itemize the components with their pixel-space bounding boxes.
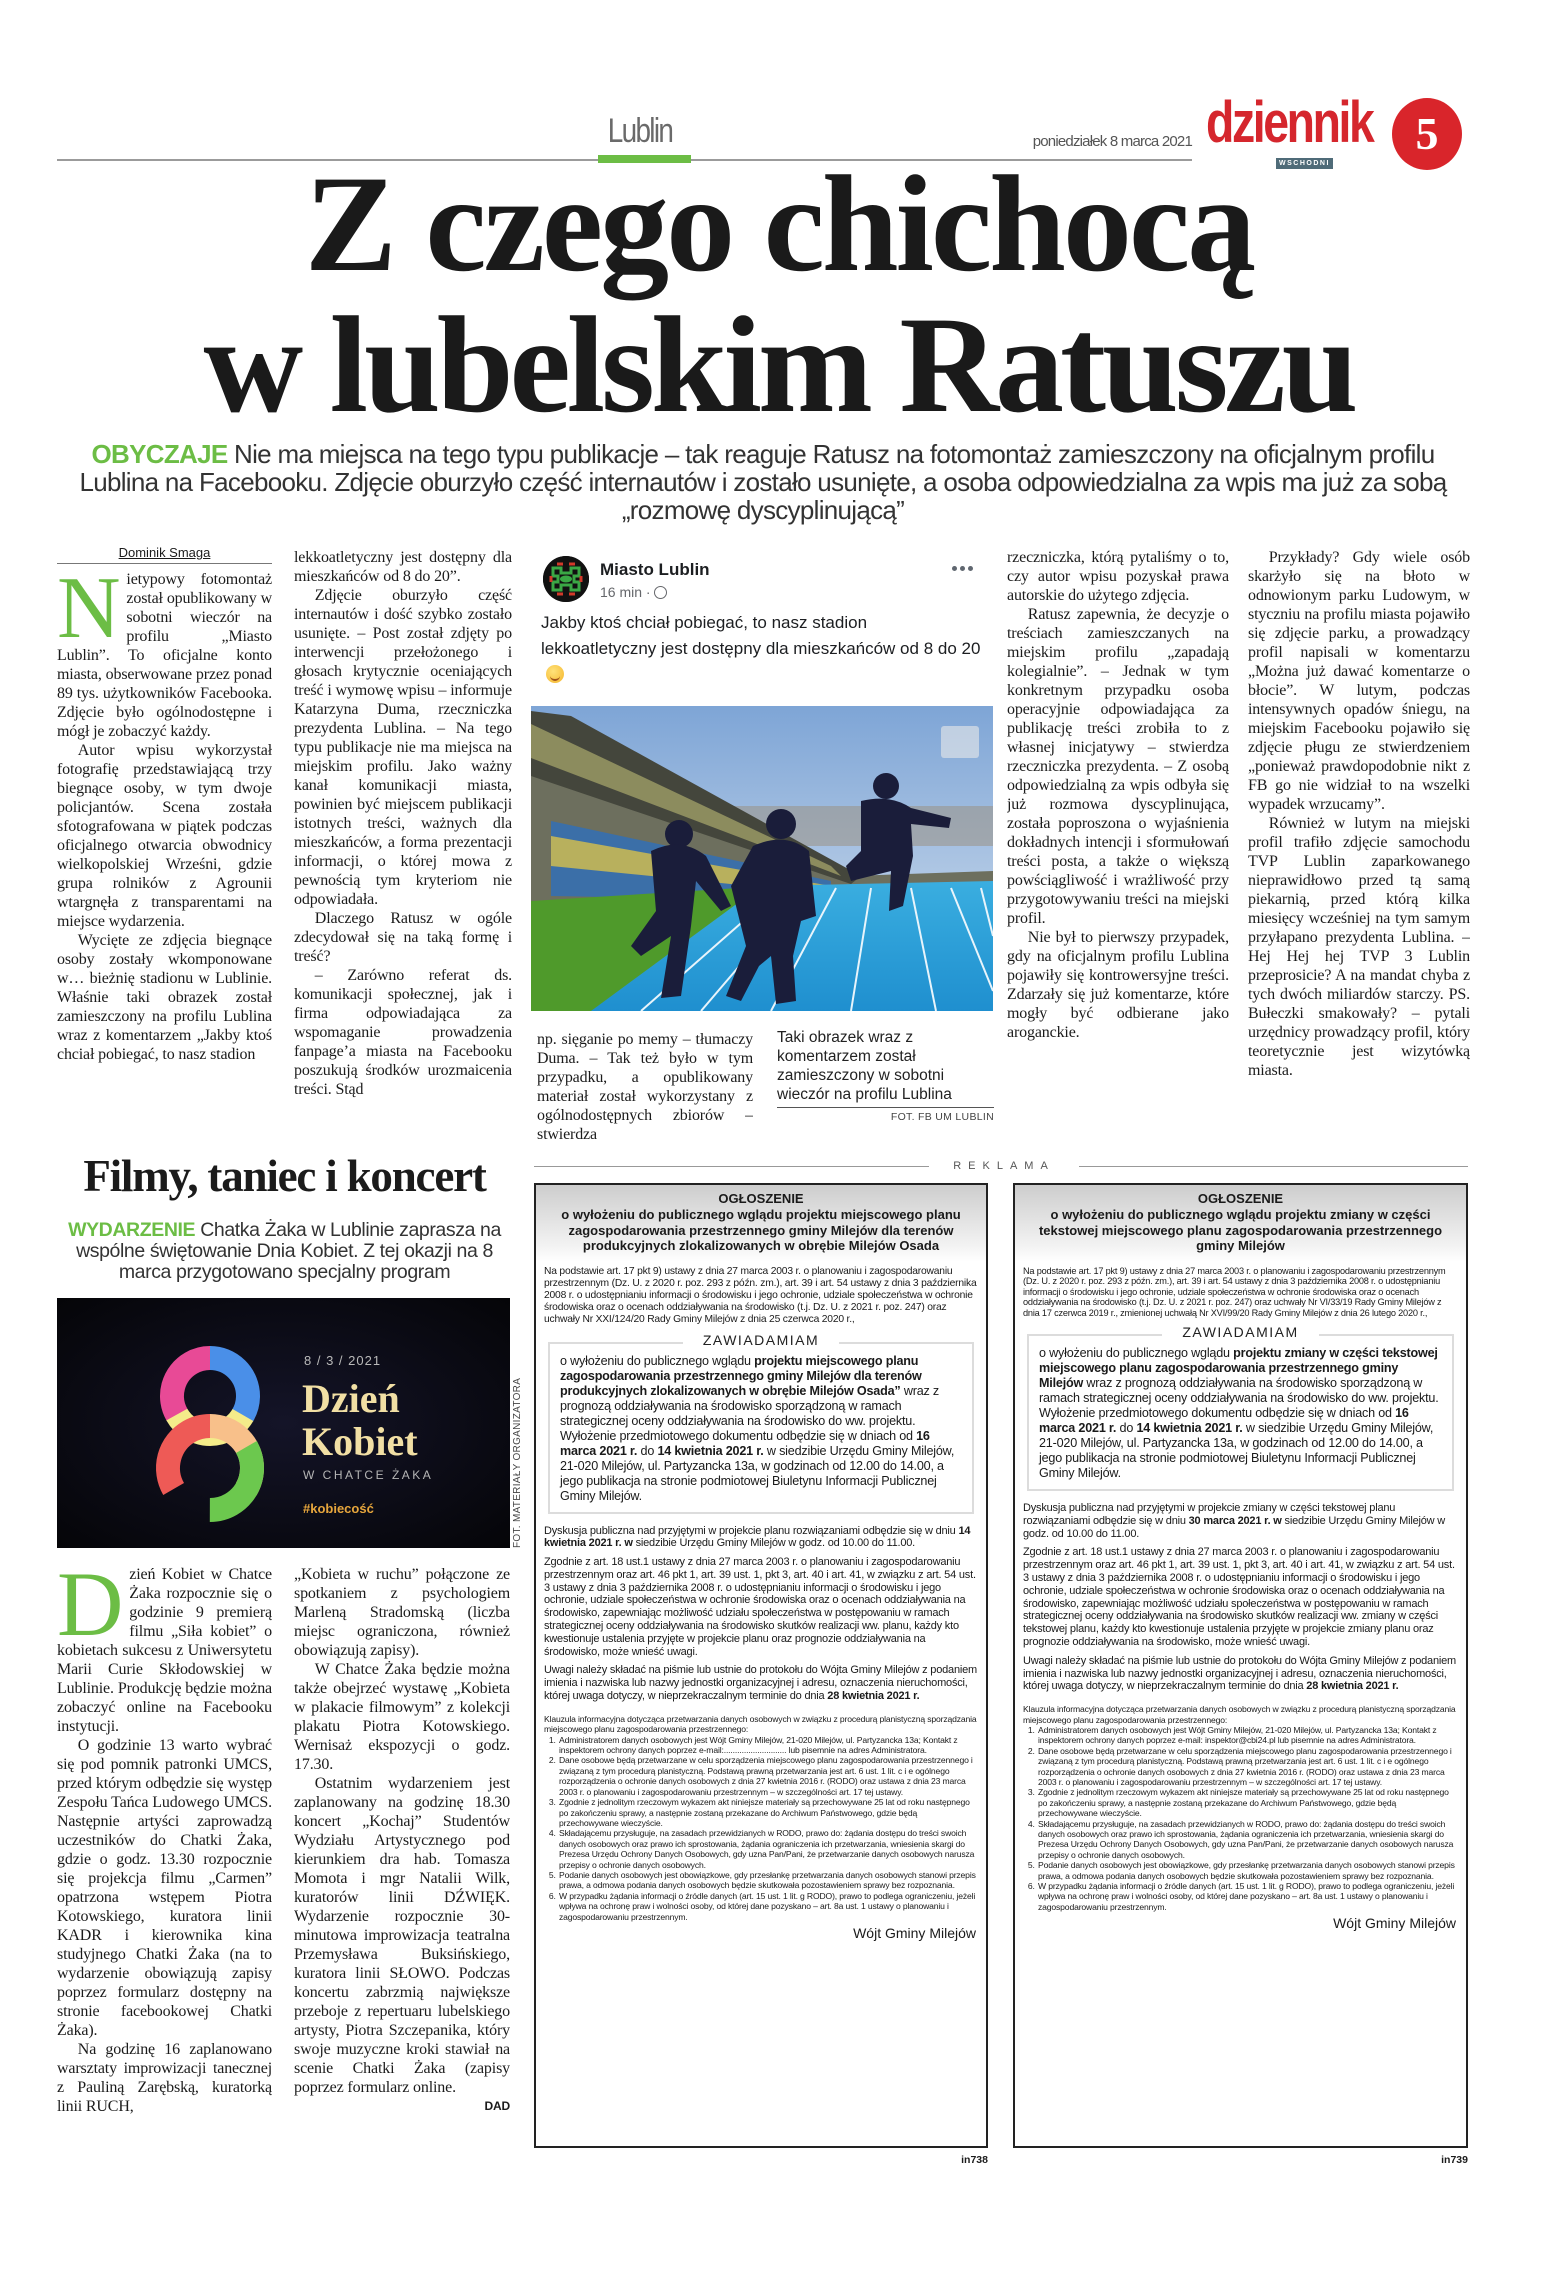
poster-title-line-2: Kobiet <box>302 1419 418 1464</box>
paragraph-text: zień Kobiet w Chatce Żaka rozpocznie się o godzinie 9 premierą filmu „Siła kobiet” o kobietach sukcesu z Uniwersytetu Marii Curie Skłodowskiej w Lublinie. Produkcję będzie można zobaczyć online na Facebooku instytucji. <box>57 1566 272 1735</box>
logo-subtitle: WSCHODNI <box>1276 158 1333 169</box>
paragraph: Nie był to pierwszy przypadek, gdy na oficjalnym profilu Lublina pojawiły się kontrowersyjne treści. Zdarzały się już komentarze, które mogły być odbierane jako aroganckie. <box>1007 929 1229 1041</box>
clause-item: 6. W przypadku żądania informacji o źródle danych (art. 15 ust. 1 lit. g RODO), prawo to podlega ograniczeniu, jeżeli wpływa na ochronę praw i wolności osoby, od której dane pozyskano – art. 8a ust. 1 ustawy o planowaniu i zagospodarowaniu przestrzennym. <box>558 1891 978 1922</box>
article-lead <box>57 440 1469 524</box>
clause-item: 4. Składającemu przysługuje, na zasadach przewidzianych w RODO, prawo do: żądania dostępu do treści swoich danych osobowych oraz prawo ich sprostowania, żądania ograniczenia ich przetwarzania, wniesienia skargi do Prezesa Urzędu Ochrony Danych Osobowych, gdy uzna Pan/Pani, że przetwarzanie danych osobowych narusza przepisy o ochronie danych osobowych. <box>1037 1819 1458 1861</box>
event-lead <box>57 1220 512 1283</box>
clause-item: 3. Zgodnie z jednolitym rzeczowym wykazem akt niniejsze materiały są przechowywane 25 lat od roku następnego po zakończeniu sprawy, a następnie zostaną przekazane do Archiwum Państwowego, gdzie będą przechowywane wieczyście. <box>558 1797 978 1828</box>
clause-item: 1. Administratorem danych osobowych jest Wójt Gminy Milejów, 21-020 Milejów, ul. Partyzancka 13a; Kontakt z inspektorem ochrony danych poprzez e-mail:............................ lub pisemnie na adres Administratora. <box>558 1735 978 1756</box>
article-column-2 <box>294 548 512 1144</box>
paragraph: np. sięganie po memy – tłumaczy Duma. – Tak też było w tym przypadku, a opublikowany materiał został wykorzystany z ogólnodostępnych zbiorów – stwierdza <box>537 1031 753 1143</box>
image-credit: FOT. MATERIAŁY ORGANIZATORA <box>512 1377 523 1548</box>
paragraph: Również w lutym na miejski profil trafiło zdjęcie samochodu TVP Lublin zaparkowanego nieprawidłowo przed tą samą piekarnią, przed którą kilka miesięcy wcześniej na tym samym przyłapano prezydenta Lublina. – Hej Hej hej TVP 3 Lublin przeprosicie? A na mandat chyba z tych dwóch miliardów starczy. PS. Bułeczki smakowały? – pytali urzędnicy prowadzący profil, który teoretycznie jest wizytówką miasta. <box>1248 815 1470 1079</box>
clause-item: 2. Dane osobowe będą przetwarzane w celu sporządzenia miejscowego planu zagospodarowania przestrzennego i związaną z tym procedurą planistyczną. Podstawą prawną przetwarzania jest art. 6 ust. 1 lit. c i e ogólnego rozporządzenia o ochronie danych osobowych z dnia 27 kwietnia 2016 r. (RODO) oraz ustawa z dnia 23 marca 2003 r. o planowaniu i zagospodarowaniu przestrzennym – w szczególności art. 17 tej ustawy. <box>1037 1746 1458 1788</box>
paragraph: Zdjęcie oburzyło część internautów i dość szybko zostało usunięte. – Post został zdjęty po interwencji przełożonego i głosach krytycznie oceniających treść i wymowę wpisu – informuje Katarzyna Duma, rzeczniczka prezydenta Lublina. – Na tego typu publikacje nie ma miejsca na miejskim profilu. Jako ważny kanał komunikacji miasta, powinien być miejscem publikacji istotnych treści, ważnych dla mieszkańców, a forma prezentacji informacji, o której mowa z pewnością tym kryteriom nie odpowiadała. <box>294 587 512 908</box>
divider-line <box>1079 1166 1468 1167</box>
ad-heading: o wyłożeniu do publicznego wglądu projektu zmiany w części tekstowej miejscowego planu zagospodarowania przestrzennego gminy Milejów <box>1038 1207 1443 1253</box>
lead-kicker: OBYCZAJE <box>91 439 228 469</box>
photo-credit: FOT. FB UM LUBLIN <box>890 1111 994 1123</box>
text-segment: w siedzibie Urzędu Gminy Milejów, 21-020 Milejów, ul. Partyzancka 13a, w godzinach od 12.00 do 14.00, a jego publikacja na stronie podmiotowej Biuletynu Informacji Publicznej Gminy Milejów. <box>560 1443 955 1503</box>
ad-code: in739 <box>1441 2154 1468 2166</box>
globe-icon <box>654 586 667 599</box>
advertisement-label: REKLAMA <box>953 1160 1055 1172</box>
ad-header <box>536 1185 986 1262</box>
lead-line: Lublina na Facebooku. Zdjęcie oburzyło część internautów i zostało usunięte, a osoba odpowiedzialna za wpis ma już za sobą <box>79 467 1447 497</box>
legal-text: Zgodnie z art. 18 ust.1 ustawy z dnia 27 marca 2003 r. o planowaniu i zagospodarowaniu przestrzennym oraz art. 46 pkt 1, art. 39 ust. 1, pkt 3, art. 40 i art. 41, w związku z art. 54 ust. 3 ustawy z dnia 3 października 2008 r. o udostępnianiu informacji o środowisku i jego ochronie, udziale społeczeństwa w ochronie środowiska oraz o ocenach oddziaływania na środowisko, zapewniając możliwość udziału społeczeństwa w postępowaniu w ramach strategicznej oceny oddziaływania na środowisko skutków realizacji ww. planu, każdy kto kwestionuje ustalenia przyjęte w projekcie planu oraz prognozie oddziaływania na środowisko, może wnieść uwagi. <box>544 1556 976 1658</box>
section-label: Lublin <box>607 112 673 150</box>
clause-intro: Klauzula informacyjna dotycząca przetwarzania danych osobowych w związku z procedurą planistyczną sporządzania miejscowego planu zagospodarowania przestrzennego: <box>1023 1704 1456 1725</box>
bold-text: projektu zmiany w części tekstowej miejscowego planu zagospodarowania przestrzennego gminy Milejów <box>1039 1346 1438 1390</box>
event-column-2 <box>294 1565 510 2175</box>
headline-line-1: Z czego chichocą <box>304 147 1254 300</box>
notice-text <box>560 1354 962 1504</box>
author-name: Dominik Smaga <box>118 545 211 560</box>
ad-heading: o wyłożeniu do publicznego wglądu projektu miejscowego planu zagospodarowania przestrzennego gminy Milejów dla terenów produkcyjnych zlokalizowanych w obrębie Milejów Osada <box>561 1207 961 1253</box>
paragraph: Autor wpisu wykorzystał fotografię przedstawiającą trzy biegnące osoby, w tym dwoje policjantów. Scena została sfotografowana w piątek podczas oficjalnego otwarcia obwodnicy wielkopolskiej Wrześni, gdzie grupa rolników z Agrounii wtargnęła z transparentami na miejsce wydarzenia. <box>57 742 272 930</box>
ad-title: OGŁOSZENIE <box>1197 1191 1284 1206</box>
remarks-text <box>536 1661 986 1705</box>
lublin-crest-icon <box>543 556 589 602</box>
ad-legal-basis: Na podstawie art. 17 pkt 9) ustawy z dnia 27 marca 2003 r. o planowaniu i zagospodarowaniu przestrzennym (Dz. U. z 2020 r. poz. 293 z późn. zm.), art. 39 i art. 54 ustawy z dnia 3 października 2008 r. o udostępnianiu informacji o środowisku i jego ochronie, udziale społeczeństwa w ochronie środowiska oraz o ocenach oddziaływania na środowisko (t.j. Dz. U. z 2021 r. poz. 247) oraz uchwały Nr XXI/124/20 Rady Gminy Milejów z dnia 25 czerwca 2020 r., <box>544 1265 977 1325</box>
ad-signature: Wójt Gminy Milejów <box>1333 1915 1456 1932</box>
advertisement-divider <box>534 1160 1468 1174</box>
lead-line: „rozmowę dyscyplinującą” <box>621 495 905 525</box>
article-column-4 <box>1248 548 1470 1144</box>
article-column-3 <box>1007 548 1229 1144</box>
issue-date: poniedziałek 8 marca 2021 <box>1032 133 1192 150</box>
paragraph: lekkoatletyczny jest dostępny dla mieszkańców od 8 do 20”. <box>294 549 512 585</box>
remarks-text <box>1015 1652 1466 1696</box>
text-segment: Dyskusja publiczna nad przyjętymi w projekcie planu rozwiązaniami odbędzie się w dniu <box>544 1524 959 1537</box>
paragraph: Ratusz zapewnia, że decyzje o treściach zamieszczanych na miejskim profilu „zapadają kolegialnie”. – Jednak w tym konkretnym przypadku osoba operacyjnie odpowiadająca za publikację treści zrobiła to z własnej inicjatywy – stwierdza rzeczniczka prezydenta. – Z osobą odpowiedzialną za wpis odbyła się już rozmowa dyscyplinująca, została poproszona o wyjaśnienia dokładnych intencji i sformułowań treści posta, a także o większą powściągliwość i wrażliwość przy przygotowywaniu treści na miejski profil. <box>1007 606 1229 927</box>
bold-text: 28 kwietnia 2021 r. <box>1306 1680 1399 1693</box>
paragraph: Dlaczego Ratusz w ogóle zdecydował się na taką formę i treść? <box>294 910 512 965</box>
clause-item: 3. Zgodnie z jednolitym rzeczowym wykazem akt niniejsze materiały są przechowywane 25 lat od roku następnego po zakończeniu sprawy, a następnie zostaną przekazane do Archiwum Państwowego, gdzie będą przechowywane wieczyście. <box>1037 1787 1458 1818</box>
bold-text: projektu miejscowego planu zagospodarowania przestrzennego gminy Milejów dla terenów produkcyjnych zlokalizowanych w obrębie Milejów Osada” <box>560 1353 922 1398</box>
poster-hashtag: #kobiecość <box>303 1501 374 1516</box>
paragraph: Przykłady? Gdy wiele osób skarżyło się na błoto w odnowionym parku Ludowym, w styczniu na profilu miasta pojawiło się zdjęcie parku, a prowadzący profil napisali w komentarzu „Można już dawać komentarze o błocie”. W lutym, podczas intensywnych opadów śniegu, na miejskim Facebooku pojawiło się zdjęcie pługu ze stwierdzeniem „ponieważ prawdopodobnie nikt z FB go nie widział to na wszelki wypadek wrzucamy”. <box>1248 549 1470 813</box>
legal-notice-ad <box>534 1183 988 2148</box>
text-segment: siedzibie Urzędu Gminy Milejów w godz. od 10.00 do 11.00. <box>1023 1514 1446 1540</box>
text-segment: w siedzibie Urzędu Gminy Milejów, 21-020 Milejów, ul. Partyzancka 13a, w godzinach od 12.00 do 14.00, a jego publikacja na stronie podmiotowej Biuletynu Informacji Publicznej Gminy Milejów. <box>1039 1421 1434 1480</box>
legal-text: Zgodnie z art. 18 ust.1 ustawy z dnia 27 marca 2003 r. o planowaniu i zagospodarowaniu przestrzennym oraz art. 46 pkt 1, art. 39 ust. 1, pkt 3, art. 40 i art. 41, w związku z art. 54 ust. 3 ustawy z dnia 3 października 2008 r. o udostępnianiu informacji o środowisku i jego ochronie, udziale społeczeństwa w ochronie środowiska oraz o ocenach oddziaływania na środowisko, zapewniając możliwość udziału społeczeństwa w postępowaniu w ramach strategicznej oceny oddziaływania na środowisko skutków realizacji ww. zmiany w części tekstowej planu, każdy kto kwestionuje ustalenia przyjęte w projekcie zmiany planu oraz prognozie oddziaływania na środowisko, może wnieść uwagi. <box>1023 1546 1455 1648</box>
event-column-1 <box>57 1565 272 2175</box>
poster-date: 8 / 3 / 2021 <box>304 1353 382 1368</box>
clause-item: 1. Administratorem danych osobowych jest Wójt Gminy Milejów, 21-020 Milejów, ul. Partyzancka 13a; Kontakt z inspektorem ochrony danych poprzez e-mail: inspektor@cbi24.pl lub pisemnie na adres Administratora. <box>1037 1725 1458 1746</box>
clause-item: 2. Dane osobowe będą przetwarzane w celu sporządzenia miejscowego planu zagospodarowania przestrzennego i związaną z tym procedurą planistyczną. Podstawą prawną przetwarzania jest art. 6 ust. 1 lit. c i e ogólnego rozporządzenia o ochronie danych osobowych z dnia 27 kwietnia 2016 r. (RODO) oraz ustawa z dnia 23 marca 2003 r. o planowaniu i zagospodarowaniu przestrzennym – w szczególności art. 17 tej ustawy. <box>558 1755 978 1797</box>
clause-list <box>1023 1725 1458 1912</box>
post-message: Jakby ktoś chciał pobiegać, to nasz stadion lekkoatletyczny jest dostępny dla mieszkańców od 8 do 20 <box>541 613 981 658</box>
text-segment: wraz z prognozą oddziaływania na środowisko sporządzoną w ramach strategicznej oceny oddziaływania na środowisko do ww. projektu. Wyłożenie przedmiotowego dokumentu odbędzie się w dniach od <box>560 1383 939 1443</box>
post-timestamp <box>600 584 667 600</box>
event-kicker: WYDARZENIE <box>68 1219 196 1241</box>
paragraph: – Zarówno referat ds. komunikacji społecznej, jak i firma odpowiadająca za wspomaganie prowadzenia fanpage’a miasta na Facebooku poszukują środków urozmaicenia treści. Stąd <box>294 967 512 1098</box>
photo-caption-block <box>777 1028 994 1123</box>
bold-text: 14 kwietnia 2021 r. <box>657 1443 764 1458</box>
clause-item: 4. Składającemu przysługuje, na zasadach przewidzianych w RODO, prawo do: żądania dostępu do treści swoich danych osobowych oraz prawo ich sprostowania, żądania ograniczenia ich przetwarzania, wniesienia skargi do Prezesa Urzędu Ochrony Danych Osobowych, gdy uzna Pan/Pani, że przetwarzanie danych osobowych narusza przepisy o ochronie danych osobowych. <box>558 1828 978 1870</box>
paragraph: O godzinie 13 warto wybrać się pod pomnik patronki UMCS, przed którym odbędzie się występ Zespołu Tańca Ludowego UMCS. Następnie artyści zaprowadzą uczestników do Chatki Żaka, gdzie o godz. 13.30 rozpocznie się projekcja filmu „Carmen” opatrzona wstępem Piotra Kotowskiego, kuratora linii KADR i kierownika kina studyjnego Chatki Żaka (na to wydarzenie obowiązują zapisy poprzez formularz dostępny na stronie facebookowej Chatki Żaka). <box>57 1737 272 2039</box>
ad-header <box>1015 1185 1466 1262</box>
photo-caption: Taki obrazek wraz z komentarzem został zamieszczony w sobotni wieczór na profilu Lublina <box>777 1028 994 1108</box>
clause-item: 6. W przypadku żądania informacji o źródle danych (art. 15 ust. 1 lit. g RODO), prawo to podlega ograniczeniu, jeżeli wpływa na ochronę praw i wolności osoby, od której dane pozyskano – art. 8a ust. 1 ustawy o planowaniu i zagospodarowaniu przestrzennym. <box>1037 1881 1458 1912</box>
text-segment: do <box>1116 1421 1137 1435</box>
notice-box <box>1027 1324 1454 1491</box>
page-avatar <box>543 556 589 602</box>
bold-text: 30 marca 2021 r. w <box>1188 1514 1282 1527</box>
bold-text: 28 kwietnia 2021 r. <box>827 1690 920 1703</box>
page-name-link[interactable]: Miasto Lublin <box>600 560 710 579</box>
text-segment: o wyłożeniu do publicznego wglądu <box>1039 1346 1234 1360</box>
author-initials: DAD <box>484 2099 510 2113</box>
event-headline: Filmy, taniec i koncert <box>83 1151 486 1201</box>
paragraph: Ostatnim wydarzeniem jest zaplanowany na godzinę 18.30 koncert „Kochaj” Studentów Wydziału Artystycznego pod kierunkiem dra hab. Tomasza Momota i mgr Natalii Wilk, kuratorów linii DŹWIĘK. Wydarzenie rozpocznie 30-minutowa improwizacja teatralna Przemysława Buksińskiego, kuratora linii SŁOWO. Podczas koncertu zabrzmią największe przeboje z repertuaru lubelskiego artysty, Piotra Szczepanika, który swoje muzyczne kroki stawiał na scenie Chatki Żaka (zapisy poprzez formularz online. <box>294 1775 510 2096</box>
privacy-clause <box>536 1706 986 1922</box>
paragraph: rzeczniczka, którą pytaliśmy o to, czy autor wpisu pozyskał prawa autorskie do użytego zdjęcia. <box>1007 549 1229 604</box>
post-time: 16 min · <box>600 584 651 600</box>
bold-text: 16 marca 2021 r. <box>1039 1406 1409 1435</box>
legal-notice-ad <box>1013 1183 1468 2148</box>
text-segment: o wyłożeniu do publicznego wglądu <box>560 1353 755 1368</box>
paragraph-text: ietypowy fotomontaż został opublikowany w sobotni wieczór na profilu „Miasto Lublin”. To oficjalne konto miasta, obserwowane przez ponad 89 tys. użytkowników Facebooka. Zdjęcie było ogólnodostępne i mógł je zobaczyć każdy. <box>57 571 272 740</box>
bold-text: 16 marca 2021 r. <box>560 1428 930 1458</box>
discussion-text <box>536 1522 986 1554</box>
bold-text: 14 kwietnia 2021 r. w <box>544 1524 971 1550</box>
womens-day-poster <box>57 1298 510 1548</box>
logo-wordmark: dziennik <box>1206 90 1373 155</box>
privacy-clause <box>1015 1696 1466 1912</box>
paragraph <box>57 570 272 741</box>
text-segment: Dyskusja publiczna nad przyjętymi w projekcie zmiany w części tekstowej planu rozwiązaniami odbędzie się w dniu <box>1023 1502 1396 1527</box>
wink-emoji-icon <box>546 665 564 683</box>
paragraph: W Chatce Żaka będzie można także obejrzeć wystawę „Kobieta w plakacie filmowym” z kolekcji plakatu Piotra Kotowskiego. Wernisaż ekspozycji o godz. 17.30. <box>294 1661 510 1773</box>
poster-title-line-1: Dzień <box>302 1376 400 1421</box>
bold-text: 14 kwietnia 2021 r. <box>1136 1421 1243 1435</box>
notice-title: ZAWIADAMIAM <box>1162 1324 1318 1340</box>
text-segment: Uwagi należy składać na piśmie lub ustnie do protokołu do Wójta Gminy Milejów z podaniem imienia i nazwiska lub nazwy jednostki organizacyjnej i adresu, oznaczenia nieruchomości, której uwaga dotyczy, w nieprzekraczalnym terminie do dnia <box>544 1664 978 1703</box>
article-column-under-photo <box>537 1030 753 1144</box>
paragraph: Wycięte ze zdjęcia biegnące osoby zostały wkomponowane w… bieżnię stadionu w Lublinie. Właśnie taki obrazek został zamieszczony na profilu Lublina wraz z komentarzem „Jakby ktoś chciał pobiegać, to nasz stadion <box>57 932 272 1063</box>
clause-intro: Klauzula informacyjna dotycząca przetwarzania danych osobowych w związku z procedurą planistyczną sporządzania miejscowego planu zagospodarowania przestrzennego: <box>544 1713 977 1735</box>
notice-text <box>1039 1346 1442 1481</box>
text-segment: wraz z prognozą oddziaływania na środowisko sporządzoną w ramach strategicznej oceny oddziaływania na środowisko do ww. projektu. Wyłożenie przedmiotowego dokumentu odbędzie się w dniach od <box>1039 1376 1439 1420</box>
poster-subtitle: W CHATCE ŻAKA <box>303 1468 434 1482</box>
clause-item: 5. Podanie danych osobowych jest obowiązkowe, gdy przesłankę przetwarzania danych osobowych stanowi przepis prawa, a odmowa podania danych osobowych będzie skutkowała pozostawieniem sprawy bez rozpoznania. <box>1037 1860 1458 1881</box>
lead-line <box>57 440 1469 468</box>
notice-box <box>548 1331 974 1514</box>
text-segment: siedzibie Urzędu Gminy Milejów w godz. od 10.00 do 11.00. <box>632 1537 916 1550</box>
drop-cap: D <box>57 1565 124 1655</box>
byline <box>57 545 272 564</box>
headline-line-2: w lubelskim Ratuszu <box>203 288 1355 441</box>
divider-line <box>534 1166 929 1167</box>
paragraph: Na godzinę 16 zaplanowano warsztaty improwizacji tanecznej z Pauliną Zarębską, kuratorką linii RUCH, <box>57 2041 272 2115</box>
paragraph: „Kobieta w ruchu” połączone ze spotkaniem z psychologiem Marleną Stradomską (liczba miejsc ograniczona, również obowiązują zapisy). <box>294 1566 510 1659</box>
stadium-photo <box>531 706 993 1011</box>
event-lead-text: Chatka Żaka w Lublinie zaprasza na wspólne świętowanie Dnia Kobiet. Z tej okazji na 8 marca przygotowano specjalny program <box>76 1219 501 1283</box>
drop-cap: N <box>57 570 121 657</box>
ad-legal-basis: Na podstawie art. 17 pkt 9) ustawy z dnia 27 marca 2003 r. o planowaniu i zagospodarowaniu przestrzennym (Dz. U. z 2020 r. poz. 293 z późn. zm.), art. 39 i art. 54 ustawy z dnia 3 października 2008 r. o udostępnianiu informacji o środowisku i jego ochronie, udziale społeczeństwa w ochronie środowiska oraz o ocenach oddziaływania na środowisko (t.j. Dz. U. z 2021 r. poz. 247) oraz uchwały Nr VI/33/19 Rady Gminy Milejów z dnia 17 czerwca 2019 r., zmienionej uchwałą Nr XVI/99/20 Rady Gminy Milejów z dnia 26 lutego 2020 r., <box>1023 1265 1446 1318</box>
text-segment: Uwagi należy składać na piśmie lub ustnie do protokołu do Wójta Gminy Milejów z podaniem imienia i nazwiska lub nazwy jednostki organizacyjnej i adresu, oznaczenia nieruchomości, której uwaga dotyczy, w nieprzekraczalnym terminie do dnia <box>1023 1654 1457 1693</box>
post-text <box>541 610 981 688</box>
paragraph <box>57 1565 272 1736</box>
page-number-badge: 5 <box>1392 98 1462 170</box>
more-options-icon[interactable] <box>952 558 982 566</box>
ad-signature: Wójt Gminy Milejów <box>853 1924 976 1941</box>
lead-text: Nie ma miejsca na tego typu publikacje – tak reaguje Ratusz na fotomontaż zamieszczony na oficjalnym profilu <box>234 439 1435 469</box>
ad-code: in738 <box>961 2154 988 2166</box>
ad-title: OGŁOSZENIE <box>718 1191 804 1206</box>
clause-list <box>544 1735 978 1922</box>
text-segment: do <box>637 1443 658 1458</box>
clause-item: 5. Podanie danych osobowych jest obowiązkowe, gdy przesłankę przetwarzania danych osobowych stanowi przepis prawa, a odmowa podania danych osobowych będzie skutkowała pozostawieniem sprawy bez rozpoznania. <box>558 1870 978 1891</box>
notice-title: ZAWIADAMIAM <box>683 1332 839 1348</box>
article-column-1 <box>57 570 272 1144</box>
discussion-text <box>1015 1499 1466 1543</box>
